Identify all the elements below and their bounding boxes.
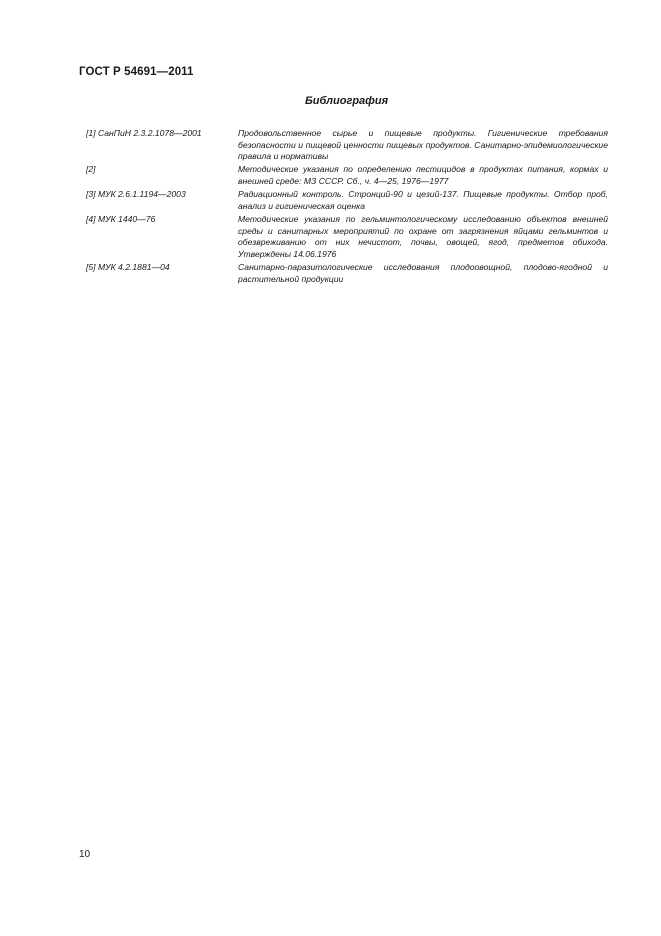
bibliography-description: Методические указания по определению пестицидов в продуктах питания, кормах и внешней среде: МЗ СССР. Сб., ч. 4—25, 1976—1977 [238,164,608,186]
section-title: Библиография [305,95,389,107]
bibliography-entry [86,189,608,212]
bibliography-description: Продовольственное сырье и пищевые продукты. Гигиенические требования безопасности и пищевой ценности пищевых продуктов. Санитарно-эпидемиологические правила и нормативы [238,128,608,162]
bibliography-ref: [1] СанПиН 2.3.2.1078—2001 [86,128,202,138]
bibliography-entry [86,128,608,163]
bibliography-description: Радиационный контроль. Стронций-90 и цезий-137. Пищевые продукты. Отбор проб, анализ и гигиеническая оценка [238,189,608,211]
bibliography-description: Методические указания по гельминтологическому исследованию объектов внешней среды и санитарных мероприятий по охране от загрязнения яйцами гельминтов и обезвреживанию от них нечистот, почвы, овощей, ягод, предметов обихода. Утверждены 14.06.1976 [238,213,608,259]
bibliography-ref: [2] [86,164,96,175]
bibliography-ref: [5] МУК 4.2.1881—04 [86,261,170,272]
bibliography-ref: [4] МУК 1440—76 [86,213,156,224]
bibliography-entry [86,262,608,285]
standard-code-header: ГОСТ Р 54691—2011 [79,66,194,78]
bibliography-entry [86,164,608,187]
bibliography-entry [86,214,608,260]
page-number: 10 [79,849,91,860]
bibliography-list [86,128,608,285]
bibliography-description: Санитарно-паразитологические исследования плодоовощной, плодово-ягодной и растительной продукции [238,261,608,284]
bibliography-ref: [3] МУК 2.6.1.1194—2003 [86,189,186,200]
